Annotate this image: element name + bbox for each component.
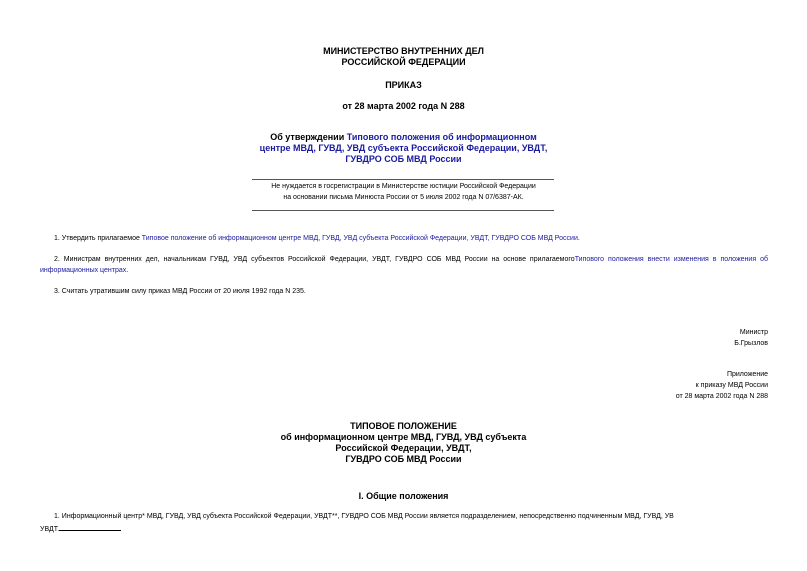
item-1-text: 1. Утвердить прилагаемое	[54, 235, 142, 242]
section-1-paragraph-1-end-text: УВДТ.	[40, 526, 60, 533]
item-2-text: 2. Министрам внутренних дел, начальникам ГУВД, УВД субъектов Российской Федерации, УВДТ, ГУВДРО СОБ МВД России на основе прилагаемого	[54, 256, 575, 263]
order-item-1	[40, 233, 768, 244]
item-1-regulation-link[interactable]: Типовое положение об информационном центре МВД, ГУВД, УВД субъекта Российской Федерации, УВДТ, ГУВДРО СОБ МВД России	[141, 235, 578, 242]
item-1-suffix: .	[577, 235, 580, 242]
document-date-number: от 28 марта 2002 года N 288	[342, 101, 465, 111]
appendix-order-ref: к приказу МВД России	[695, 382, 768, 389]
regulation-link-part2[interactable]: центре МВД, ГУВД, УВД субъекта Российской Федерации, УВДТ,	[259, 143, 548, 153]
order-title-line2	[0, 143, 807, 154]
item-2-regulation-link[interactable]: Типового положения внести изменения в положения об информационных центрах	[40, 256, 768, 274]
section-heading: I. Общие положения	[358, 491, 449, 501]
ministry-name-line1: МИНИСТЕРСТВО ВНУТРЕННИХ ДЕЛ	[323, 46, 484, 56]
divider-top	[252, 179, 554, 180]
appendix-label: Приложение	[726, 371, 768, 378]
registration-note-line1: Не нуждается в госрегистрации в Министерстве юстиции Российской Федерации	[271, 183, 536, 190]
registration-note-line2: на основании письма Минюста России от 5 июля 2002 года N 07/6387-АК.	[283, 194, 524, 201]
signature-role: Министр	[739, 329, 768, 336]
regulation-title-line4: ГУВДРО СОБ МВД России	[345, 454, 462, 464]
order-title-line3	[0, 154, 807, 165]
ministry-name-line2: РОССИЙСКОЙ ФЕДЕРАЦИИ	[341, 57, 466, 67]
regulation-title-line2: об информационном центре МВД, ГУВД, УВД субъекта	[280, 432, 527, 442]
order-title-prefix: Об утверждении	[270, 132, 347, 142]
order-title-line1	[0, 132, 807, 143]
regulation-link-part3[interactable]: ГУВДРО СОБ МВД России	[345, 154, 462, 164]
footnote-underline	[59, 522, 121, 531]
regulation-title-line3: Российской Федерации, УВДТ,	[335, 443, 472, 453]
item-2-suffix: .	[126, 267, 129, 274]
document-type: ПРИКАЗ	[385, 80, 422, 90]
order-item-3: 3. Считать утратившим силу приказ МВД России от 20 июля 1992 года N 235.	[54, 288, 306, 295]
order-item-2	[40, 254, 768, 276]
divider-bottom	[252, 210, 554, 211]
section-1-paragraph-1-text: 1. Информационный центр* МВД, ГУВД, УВД субъекта Российской Федерации, УВДТ**, ГУВДРО СОБ МВД России является подразделением, непосредственно подчиненным МВД, ГУВД, УВ	[54, 513, 674, 520]
section-1-paragraph-1	[40, 511, 768, 522]
regulation-title-line1: ТИПОВОЕ ПОЛОЖЕНИЕ	[350, 421, 457, 431]
regulation-link-part1[interactable]: Типового положения об информационном	[346, 132, 537, 142]
appendix-date: от 28 марта 2002 года N 288	[675, 393, 768, 400]
signature-name: Б.Грызлов	[734, 340, 768, 347]
section-1-paragraph-1-end	[40, 522, 768, 535]
